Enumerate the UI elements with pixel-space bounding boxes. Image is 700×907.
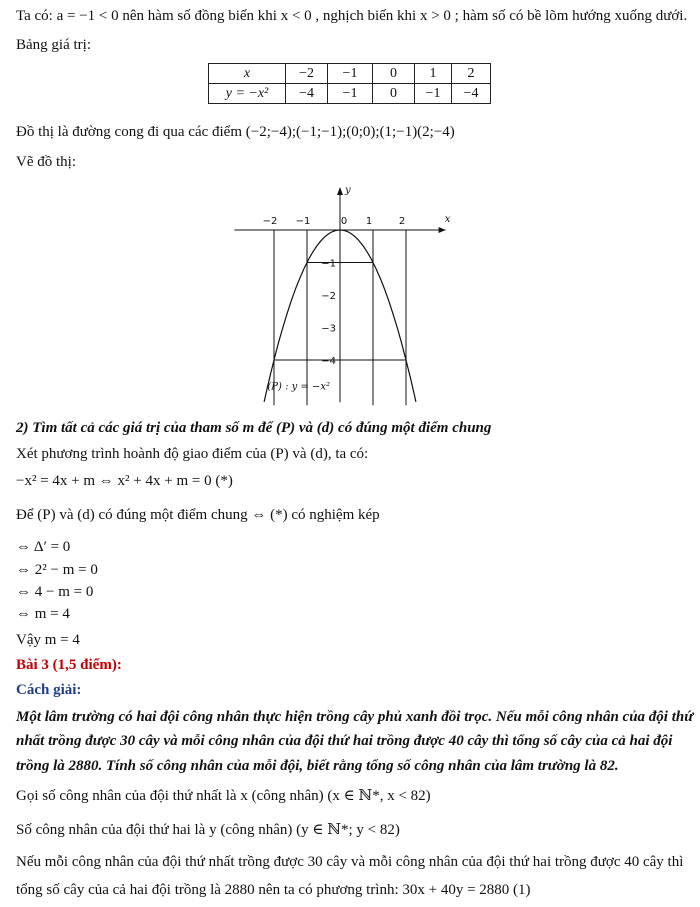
x-tick-label: 2 [398, 216, 406, 227]
table-cell: −1 [328, 64, 373, 84]
y-axis-label: y [345, 185, 351, 196]
para-line-1: Nếu mỗi công nhân của đội thứ nhất trồng được 30 cây và mỗi công nhân của đội thứ hai trồng được 40 cây thì [16, 854, 684, 870]
method-label: Cách giải: [16, 682, 82, 698]
table-cell: −1 [328, 84, 373, 104]
step-4: ⇔ m = 4 [16, 606, 70, 622]
table-cell: 0 [373, 64, 415, 84]
y-tick-label: −2 [321, 291, 336, 302]
step-1: ⇔ Δ′ = 0 [16, 539, 71, 555]
y-tick-label: −3 [321, 323, 336, 335]
x-axis-arrow [439, 227, 446, 233]
table-cell: 1 [415, 64, 452, 84]
table-cell: −4 [286, 84, 328, 104]
draw-label: Vẽ đồ thị: [16, 154, 76, 170]
table-cell: 0 [373, 84, 415, 104]
para-line-2: tổng số cây của cả hai đội trồng là 2880 nên ta có phương trình: 30x + 40y = 2880 (1) [16, 882, 531, 898]
problem-line-2: nhất trồng được 30 cây và mỗi công nhân của đội thứ hai trồng được 40 cây thì tổng số cây của cả hai đội [16, 733, 673, 749]
problem-line-3: trồng là 2880. Tính số công nhân của mỗi đội, biết rằng tổng số công nhân của lâm trường là 82. [16, 758, 619, 774]
x-tick-label: 0 [340, 216, 348, 227]
x-tick-label: −1 [295, 216, 311, 227]
let-x: Gọi số công nhân của đội thứ nhất là x (công nhân) (x ∈ ℕ*, x < 82) [16, 788, 431, 804]
points-sentence: Đồ thị là đường cong đi qua các điểm (−2;−4);(−1;−1);(0;0);(1;−1)(2;−4) [16, 124, 455, 140]
intro-line-1: Ta có: a = −1 < 0 nên hàm số đồng biến khi x < 0 , nghịch biến khi x > 0 ; hàm số có bề lõm hướng xuống dưới. [16, 8, 688, 24]
conclusion: Vậy m = 4 [16, 632, 80, 648]
x-tick-label: 1 [365, 216, 373, 227]
curve-label: (P) : y = −x² [267, 381, 331, 393]
table-cell: −2 [286, 64, 328, 84]
x-tick-label: −2 [262, 216, 278, 227]
part2-line-2: Để (P) và (d) có đúng một điểm chung ⇔ (*) có nghiệm kép [16, 507, 380, 523]
problem-line-1: Một lâm trường có hai đội công nhân thực hiện trồng cây phủ xanh đồi trọc. Nếu mỗi công nhân của đội thứ [16, 709, 694, 725]
step-2: ⇔ 2² − m = 0 [16, 562, 98, 578]
part2-line-1: Xét phương trình hoành độ giao điểm của (P) và (d), ta có: [16, 446, 369, 462]
table-cell: 2 [452, 64, 491, 84]
y-axis-arrow [337, 187, 343, 195]
part2-heading: 2) Tìm tất cả các giá trị của tham số m để (P) và (d) có đúng một điểm chung [16, 420, 492, 436]
part2-equation: −x² = 4x + m ⇔ x² + 4x + m = 0 (*) [16, 473, 233, 489]
parabola-graph [0, 0, 700, 420]
let-y: Số công nhân của đội thứ hai là y (công nhân) (y ∈ ℕ*; y < 82) [16, 822, 400, 838]
step-3: ⇔ 4 − m = 0 [16, 584, 94, 600]
table-cell: −1 [415, 84, 452, 104]
y-tick-label: −4 [321, 356, 336, 367]
table-cell: x [209, 64, 286, 84]
table-caption: Bảng giá trị: [16, 37, 91, 53]
x-axis-label: x [444, 214, 451, 225]
y-tick-label: −1 [321, 258, 336, 270]
bai3-title: Bài 3 (1,5 điểm): [16, 657, 122, 673]
table-cell: y = −x² [209, 84, 286, 104]
table-cell: −4 [452, 84, 491, 104]
